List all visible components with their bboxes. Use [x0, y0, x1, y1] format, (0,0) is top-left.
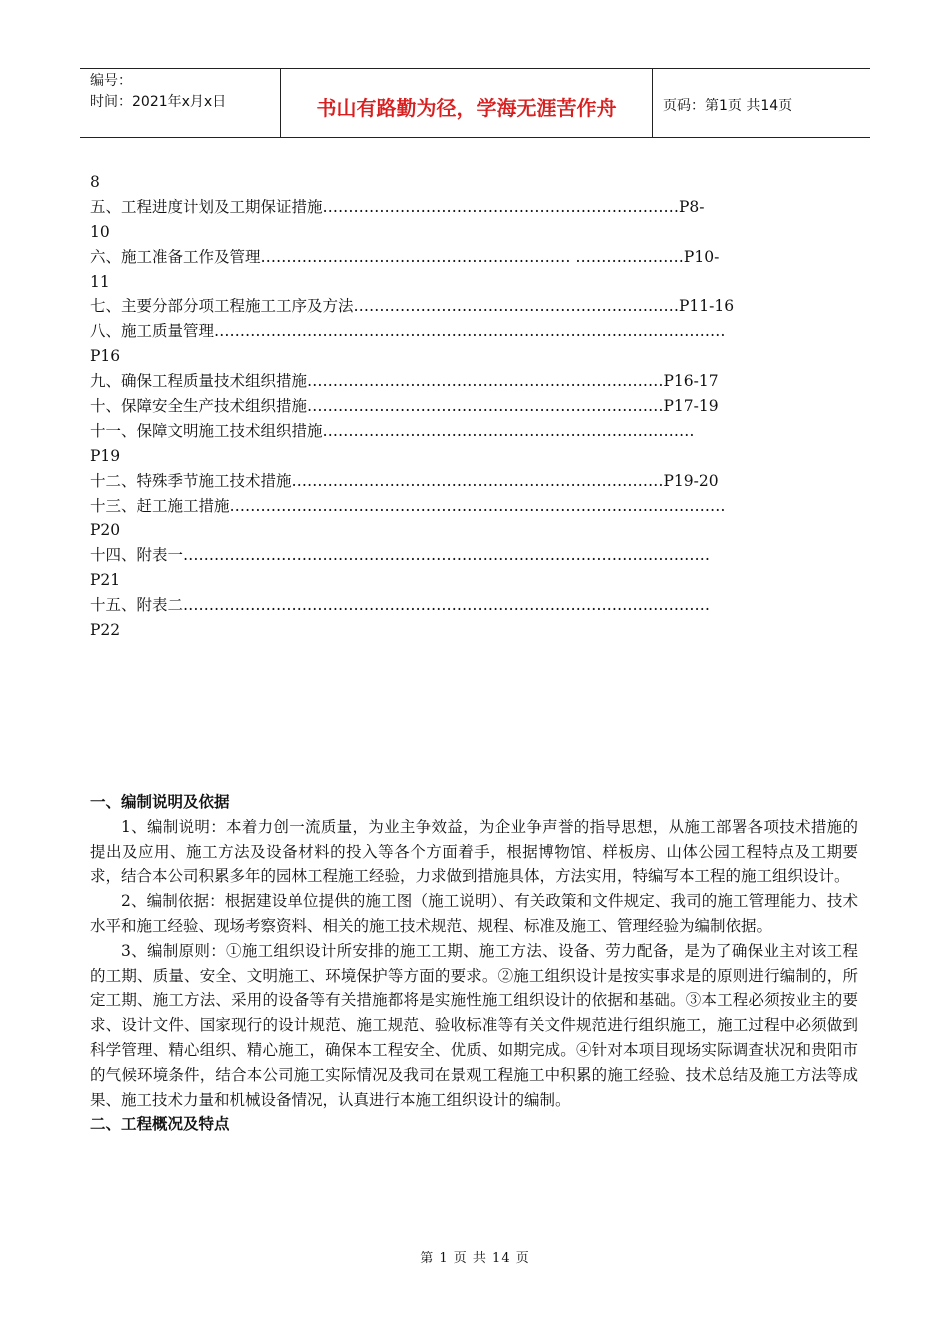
table-of-contents [90, 170, 858, 643]
paragraph: 3、编制原则：①施工组织设计所安排的施工工期、施工方法、设备、劳力配备，是为了确保业主对该工程的工期、质量、安全、文明施工、环境保护等方面的要求。②施工组织设计是按实事求是的原则进行编制的，所定工期、施工方法、采用的设备等有关措施都将是实施性施工组织设计的依据和基础。③本工程必须按业主的要求、设计文件、国家现行的设计规范、施工规范、验收标准等有关文件规范进行组织施工，施工过程中必须做到科学管理、精心组织、精心施工，确保本工程安全、优质、如期完成。④针对本项目现场实际调查状况和贵阳市的气候环境条件，结合本公司施工实际情况及我司在景观工程施工中积累的施工经验、技术总结及施工方法等成果、施工技术力量和机械设备情况，认真进行本施工组织设计的编制。 [90, 941, 858, 1109]
document-body [90, 790, 858, 1137]
toc-line: 八、施工质量管理……………………………………………………………………………………… [90, 322, 726, 341]
paragraph: 2、编制依据：根据建设单位提供的施工图（施工说明）、有关政策和文件规定、我司的施工管理能力、技术水平和施工经验、现场考察资料、相关的施工技术规范、规程、标准及施工、管理经验为编制依据。 [90, 892, 858, 935]
header-meta [80, 69, 281, 137]
page-footer: 第 1 页 共 14 页 [420, 1251, 530, 1266]
toc-line: 十二、特殊季节施工技术措施………………………………………………………………P19-20 [90, 471, 719, 490]
toc-line: 九、确保工程质量技术组织措施……………………………………………………………P16-17 [90, 372, 719, 391]
toc-line: 十一、保障文明施工技术组织措施……………………………………………………………… [90, 421, 695, 440]
toc-line: 十五、附表二………………………………………………………………………………………… [90, 596, 711, 615]
toc-line: 11 [90, 272, 110, 291]
toc-line: 五、工程进度计划及工期保证措施……………………………………………………………P8- [90, 197, 705, 216]
toc-line: P21 [90, 571, 121, 590]
toc-line: 十三、赶工施工措施…………………………………………………………………………………… [90, 496, 726, 515]
section-heading: 一、编制说明及依据 [90, 793, 230, 811]
toc-line: 七、主要分部分项工程施工工序及方法………………………………………………………P11-16 [90, 297, 735, 316]
toc-line: 10 [90, 222, 110, 241]
header-page-info: 页码：第1页 共14页 [663, 98, 793, 114]
toc-line: 六、施工准备工作及管理…………………………………………………… …………………P10- [90, 247, 720, 266]
toc-line: 十四、附表一………………………………………………………………………………………… [90, 546, 711, 565]
toc-line: P22 [90, 621, 121, 640]
page-header [80, 68, 870, 138]
date-label: 时间：2021年x月x日 [90, 94, 227, 110]
header-motto: 书山有路勤为径，学海无涯苦作舟 [281, 69, 653, 137]
toc-line: P16 [90, 347, 121, 366]
section-heading: 二、工程概况及特点 [90, 1115, 230, 1134]
serial-label: 编号： [90, 73, 132, 89]
toc-line: 8 [90, 173, 100, 191]
toc-line: 十、保障安全生产技术组织措施……………………………………………………………P17-19 [90, 397, 719, 416]
paragraph: 1、编制说明：本着力创一流质量，为业主争效益，为企业争声誉的指导思想，从施工部署各项技术措施的提出及应用、施工方法及设备材料的投入等各个方面着手，根据博物馆、样板房、山体公园工程特点及工期要求，结合本公司积累多年的园林工程施工经验，力求做到措施具体，方法实用，特编写本工程的施工组织设计。 [90, 817, 858, 886]
toc-line: P19 [90, 446, 121, 465]
toc-line: P20 [90, 521, 121, 540]
